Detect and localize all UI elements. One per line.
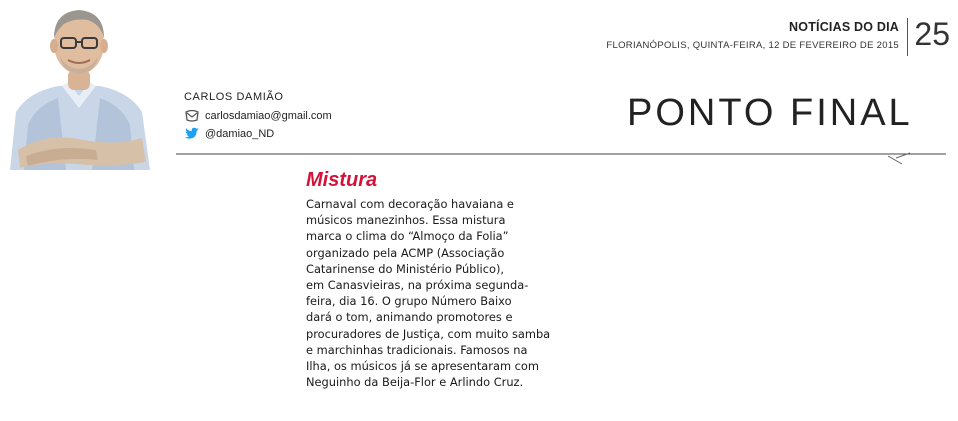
author-name: CARLOS DAMIÃO xyxy=(184,91,284,103)
article-line: Neguinho da Beija-Flor e Arlindo Cruz. xyxy=(306,375,524,390)
article-line: e marchinhas tradicionais. Famosos na xyxy=(306,342,528,357)
twitter-bird-icon xyxy=(184,127,200,141)
column-title: PONTO FINAL xyxy=(627,92,913,134)
article-line: músicos manezinhos. Essa mistura xyxy=(306,213,506,228)
article-line: Ilha, os músicos já se apresentaram com xyxy=(306,359,539,374)
author-twitter-handle[interactable]: @damiao_ND xyxy=(205,128,275,140)
email-icon xyxy=(184,109,200,123)
email-row[interactable] xyxy=(184,107,444,125)
article xyxy=(306,169,576,390)
page-number: 25 xyxy=(914,16,950,52)
byline xyxy=(184,91,444,143)
article-line: dará o tom, animando promotores e xyxy=(306,310,513,325)
article-line: procuradores de Justiça, com muito samba xyxy=(306,326,551,341)
article-line: marca o clima do “Almoço da Folia” xyxy=(306,229,509,244)
dateline: FLORIANÓPOLIS, QUINTA-FEIRA, 12 DE FEVEREIRO DE 2015 xyxy=(606,40,899,51)
twitter-row[interactable] xyxy=(184,125,444,143)
article-heading: Mistura xyxy=(306,169,378,191)
article-line: Carnaval com decoração havaiana e xyxy=(306,197,514,211)
masthead xyxy=(606,16,950,60)
article-line: organizado pela ACMP (Associação xyxy=(306,245,505,260)
article-body xyxy=(306,196,576,390)
author-photo xyxy=(6,0,152,170)
article-line: em Canasvieiras, na próxima segunda- xyxy=(306,278,529,293)
title-rule xyxy=(176,152,946,168)
article-line: Catarinense do Ministério Público), xyxy=(306,261,505,276)
author-email[interactable]: carlosdamiao@gmail.com xyxy=(205,110,332,122)
newspaper-name: NOTÍCIAS DO DIA xyxy=(789,20,899,34)
article-line: feira, dia 16. O grupo Número Baixo xyxy=(306,294,512,309)
masthead-divider xyxy=(907,18,908,56)
